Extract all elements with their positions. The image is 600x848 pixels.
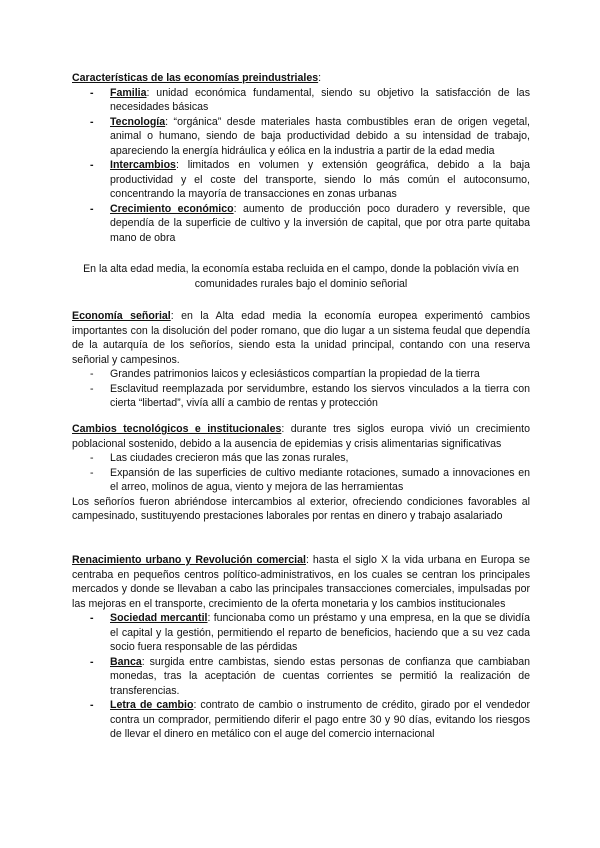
preindustrial-heading: Características de las economías preindustriales: bbox=[72, 72, 322, 84]
senorial-section bbox=[72, 309, 530, 411]
cambios-paragraph: Cambios tecnológicos e institucionales: durante tres siglos europa vivió un crecimiento poblacional sostenido, debido a la ausencia de epidemias y crisis alimentarias significativas bbox=[72, 423, 530, 450]
list-item: - Tecnología: “orgánica” desde materiales hasta combustibles eran de origen vegetal, animal o humano, siendo de baja productividad debido a su intensidad de trabajo, apareciendo la energía hidráulica y eólica en la industria a partir de la edad media bbox=[72, 115, 530, 159]
preindustrial-section bbox=[72, 71, 530, 245]
senorial-list bbox=[72, 367, 530, 411]
senorial-paragraph: Economía señorial: en la Alta edad media la economía europea experimentó cambios importantes con la disolución del poder romano, que dio lugar a un sistema feudal que dependía de la autarquía de los señoríos, siendo esta la unidad principal, contando con una reserva señorial y campesinos. bbox=[72, 310, 530, 366]
list-item: - Letra de cambio: contrato de cambio o instrumento de crédito, girado por el vendedor contra un comprador, permitiendo diferir el pago entre 30 y 90 días, evitando los riesgos de llevar el dinero en metálico con el auge del comercio internacional bbox=[72, 698, 530, 742]
cambios-section bbox=[72, 422, 530, 524]
list-item: - Las ciudades crecieron más que las zonas rurales, bbox=[72, 451, 530, 466]
list-item: - Crecimiento económico: aumento de producción poco duradero y reversible, que dependía de la superficie de cultivo y la inversión de capital, que por otra parte quitaba mano de obra bbox=[72, 202, 530, 246]
renacimiento-paragraph: Renacimiento urbano y Revolución comercial: hasta el siglo X la vida urbana en Europa se centraba en pequeños centros político-administrativos, en los cuales se centran los principales mercados y donde se llevaban a cabo las principales transacciones comerciales, impulsadas por las mejoras en el transporte, crecimiento de la oferta monetaria y los cambios institucionales bbox=[72, 554, 530, 610]
cambios-list bbox=[72, 451, 530, 495]
list-item: - Sociedad mercantil: funcionaba como un préstamo y una empresa, en la que se dividía el capital y la gestión, permitiendo el reparto de beneficios, haciendo que a su vez cada socio fuera responsable de las pérdidas bbox=[72, 611, 530, 655]
renacimiento-section bbox=[72, 553, 530, 742]
list-item: - Familia: unidad económica fundamental, siendo su objetivo la satisfacción de las necesidades básicas bbox=[72, 86, 530, 115]
list-item: - Esclavitud reemplazada por servidumbre, estando los siervos vinculados a la tierra con cierta “libertad”, vivía allí a cambio de rentas y protección bbox=[72, 382, 530, 411]
list-item: - Intercambios: limitados en volumen y extensión geográfica, debido a la baja productividad y el coste del transporte, siendo lo más común el autoconsumo, concentrando la mayoría de transacciones en zonas urbanas bbox=[72, 158, 530, 202]
list-item: - Grandes patrimonios laicos y eclesiásticos compartían la propiedad de la tierra bbox=[72, 367, 530, 382]
renacimiento-list bbox=[72, 611, 530, 742]
list-item: - Expansión de las superficies de cultivo mediante rotaciones, sumado a innovaciones en el arreo, molinos de agua, viento y mejora de las herramientas bbox=[72, 466, 530, 495]
cambios-closing: Los señoríos fueron abriéndose intercambios al exterior, ofreciendo condiciones favorables al campesinado, sustituyendo prestaciones laborales por rentas en dinero y trabajo asalariado bbox=[72, 495, 530, 522]
centered-note: En la alta edad media, la economía estaba recluida en el campo, donde la población vivía en comunidades rurales bajo el dominio señorial bbox=[83, 263, 519, 290]
preindustrial-list bbox=[72, 86, 530, 246]
list-item: - Banca: surgida entre cambistas, siendo estas personas de confianza que cambiaban monedas, tras la aceptación de cuentas corrientes se permitió la realización de transferencias. bbox=[72, 655, 530, 699]
